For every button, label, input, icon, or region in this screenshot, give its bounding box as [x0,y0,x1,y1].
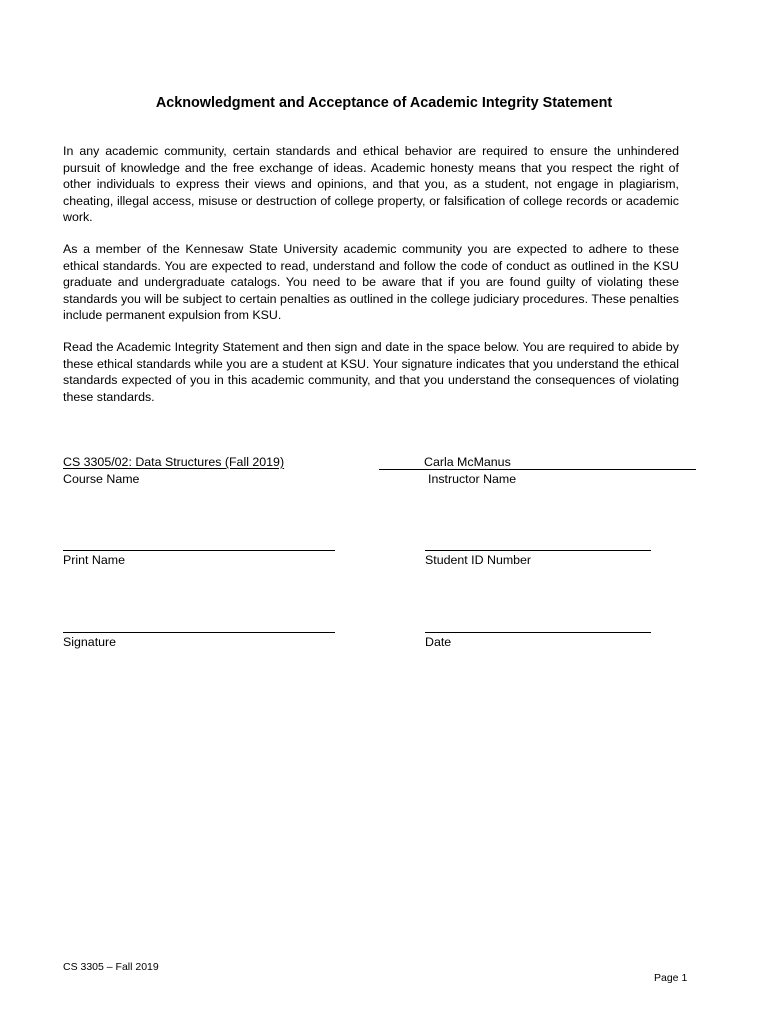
date-label: Date [425,635,452,649]
course-name-value: CS 3305/02: Data Structures (Fall 2019) [63,455,285,469]
document-title: Acknowledgment and Acceptance of Academic Integrity Statement [155,95,613,111]
print-name-line[interactable] [63,550,335,551]
instructor-name-label: Instructor Name [428,472,517,486]
footer-course-term: CS 3305 – Fall 2019 [63,961,159,973]
print-name-label: Print Name [63,553,125,567]
footer-page-number: Page 1 [654,972,688,984]
signature-label: Signature [63,635,117,649]
course-name-label: Course Name [63,472,140,486]
paragraph-academic-honesty: In any academic community, certain standards and ethical behavior are required to ensure the unhindered pursuit of knowledge and the free exchange of ideas. Academic honesty means that you respect the right of other individuals to express their views and opinions, and that you, as a student, not engage in plagiarism, cheating, illegal access, misuse or destruction of college property, or falsification of college records or academic work. [63,144,679,224]
instructor-name-value: Carla McManus [424,455,511,469]
student-id-line[interactable] [425,550,651,551]
date-line[interactable] [425,632,651,633]
paragraph-sign-instructions: Read the Academic Integrity Statement and then sign and date in the space below. You are required to abide by these ethical standards while you are a student at KSU. Your signature indicates that you understand the ethical standards expected of you in this academic community, and that you understand the consequences of violating these standards. [63,340,679,404]
signature-line[interactable] [63,632,335,633]
paragraph-ksu-standards: As a member of the Kennesaw State University academic community you are expected to adhere to these ethical standards. You are expected to read, understand and follow the code of conduct as outlined in the KSU graduate and undergraduate catalogs. You need to be aware that if you are found guilty of violating these standards you will be subject to certain penalties as outlined in the college judiciary procedures. These penalties include permanent expulsion from KSU. [63,242,679,322]
student-id-label: Student ID Number [425,553,532,567]
